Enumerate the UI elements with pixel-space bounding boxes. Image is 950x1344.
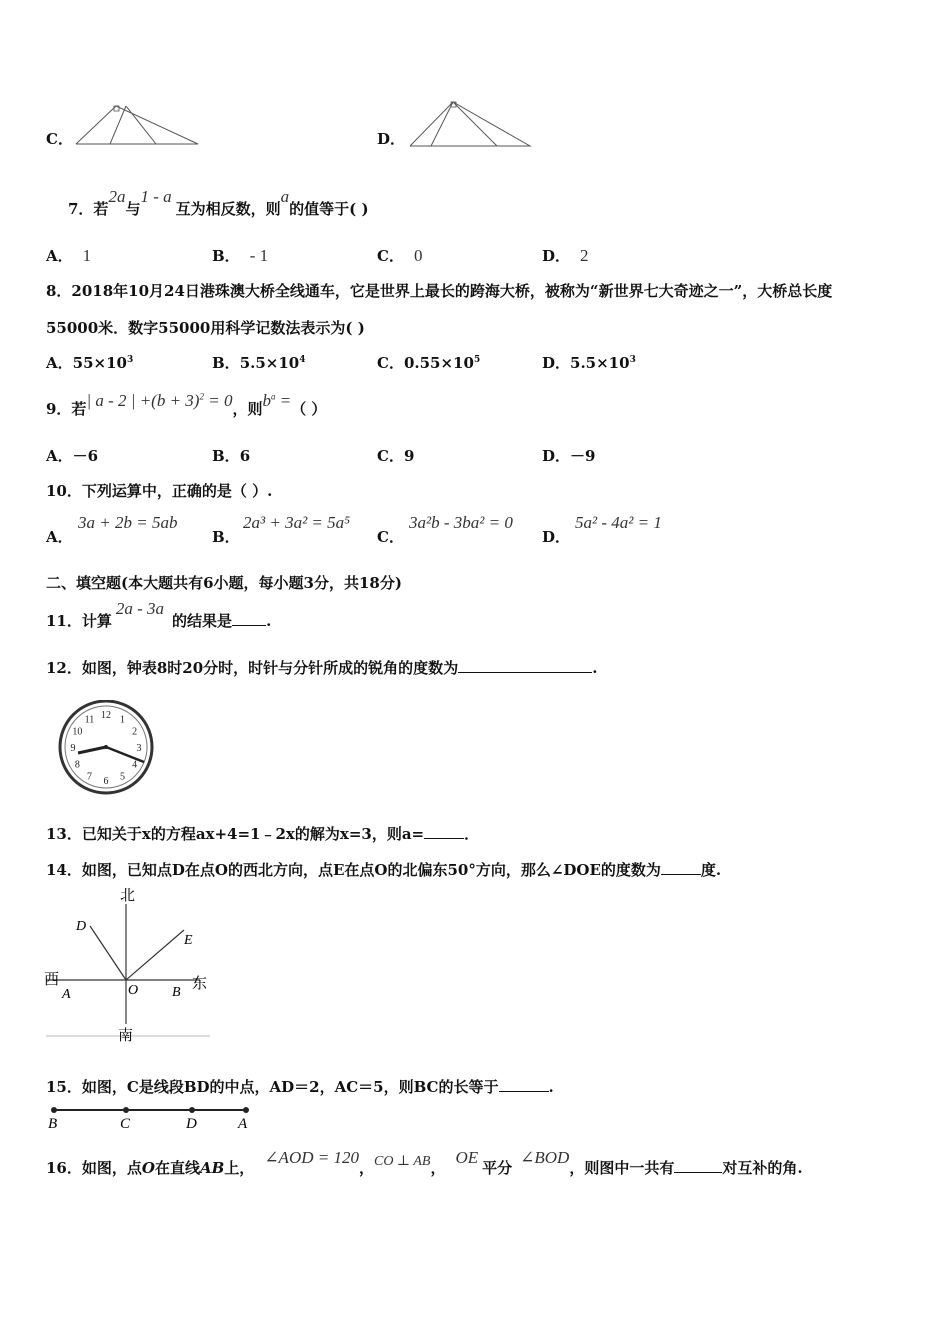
q14-answer-blank[interactable] [661, 860, 701, 875]
q8-option-b: B．$5.5\times 10^4$ [212, 354, 306, 372]
point-e-label: E [184, 933, 193, 948]
clock-figure [52, 700, 164, 796]
question-14: 14．如图，已知点D在点O的西北方向，点E在点O的北偏东50°方向，那么∠DOE的度数为 度. [46, 861, 722, 879]
q7-option-d: D． 2 [542, 246, 589, 265]
q9-option-d: D．－9 [542, 447, 596, 465]
q9-condition: | a - 2 | $+(b + 3)^2 = 0$ [86, 391, 233, 410]
east-label: 东 [192, 976, 208, 992]
question-9: 9．若| a - 2 | $+(b + 3)^2 = 0$，则$b^a$ =（ ） [46, 391, 327, 418]
q15-answer-blank[interactable] [499, 1077, 549, 1092]
question-8-line-1: 8．2018年10月24日港珠澳大桥全线通车，它是世界上最长的跨海大桥，被称为“新世界七大奇迹之一”，大桥总长度 [46, 282, 833, 300]
clock-number-1: 1 [120, 714, 125, 726]
point-b-label: B [172, 985, 181, 1000]
question-7: 7．若2a与1 - a互为相反数，则a的值等于( ) [68, 187, 369, 218]
q10-option-c-label: C． [377, 528, 404, 546]
q9-target: $b^a$ = [262, 391, 292, 410]
q9-option-c: C．9 [377, 447, 415, 465]
clock-number-12: 12 [101, 710, 111, 721]
q8-option-a: A．$55\times 10^3$ [46, 354, 134, 372]
q7-option-c: C． 0 [377, 246, 423, 265]
q13-answer-blank[interactable] [424, 824, 464, 839]
q7-option-a: A． 1 [46, 246, 92, 265]
clock-number-11: 11 [84, 714, 95, 726]
q9-option-a: A．－6 [46, 447, 99, 465]
q9-option-b: B．6 [212, 447, 251, 465]
q10-option-d-label: D． [542, 528, 571, 546]
q6-option-d-figure [405, 96, 535, 150]
question-15: 15．如图，C是线段BD的中点，AD＝2，AC＝5，则BC的长等于 . [46, 1078, 554, 1096]
clock-number-5: 5 [120, 771, 125, 783]
clock-number-2: 2 [132, 726, 138, 738]
clock-number-3: 3 [136, 743, 142, 754]
clock-hour-hand [78, 747, 106, 753]
question-8-line-2: 55000米．数字55000用科学记数法表示为( ) [46, 319, 365, 337]
q10-option-a-expr: 3a + 2b = 5ab [78, 513, 178, 532]
q11-answer-blank[interactable] [232, 611, 266, 626]
q8-option-d: D．$5.5\times 10^3$ [542, 354, 636, 372]
q6-option-c-figure [70, 100, 202, 150]
ray-oe [126, 930, 184, 980]
q7-option-b: B． - 1 [212, 246, 269, 265]
q10-option-c-expr: 3a²b - 3ba² = 0 [409, 513, 513, 532]
clock-number-4: 4 [132, 759, 138, 771]
ray-od [90, 926, 126, 980]
question-10: 10．下列运算中，正确的是（ ）. [46, 482, 273, 500]
q10-option-b-label: B． [212, 528, 240, 546]
clock-number-10: 10 [72, 726, 83, 738]
question-16: 16．如图，点O在直线AB上，∠AOD = 120，CO ⊥ AB，OE平分∠BOD，则图中一共有 对互补的角. [46, 1148, 803, 1177]
point-a [243, 1107, 249, 1113]
point-a-label: A [238, 1116, 248, 1132]
q6-option-d-label: D． [377, 130, 406, 148]
q8-option-c: C．$0.55\times 10^5$ [377, 354, 481, 372]
point-d [189, 1107, 195, 1113]
compass-figure [42, 884, 214, 1042]
south-label: 南 [118, 1028, 134, 1042]
q12-answer-blank[interactable] [458, 658, 592, 673]
point-b [51, 1107, 57, 1113]
q10-option-b-expr: 2a³ + 3a² = 5a⁵ [243, 513, 351, 532]
point-d-label: D [186, 1116, 197, 1132]
segment-figure [44, 1102, 256, 1132]
question-11: 11．计算2a - 3a的结果是 . [46, 599, 272, 630]
question-13: 13．已知关于x的方程ax+4=1﹣2x的解为x=3，则a= ． [46, 825, 480, 843]
clock-number-8: 8 [74, 759, 80, 771]
q10-option-a-label: A． [46, 528, 73, 546]
point-b-label: B [48, 1116, 58, 1132]
clock-number-9: 9 [70, 743, 76, 754]
point-o-label: O [128, 983, 139, 998]
point-c [123, 1107, 129, 1113]
question-12: 12．如图，钟表8时20分时，时针与分针所成的锐角的度数为 . [46, 659, 598, 677]
clock-number-6: 6 [103, 776, 109, 787]
west-label: 西 [44, 972, 60, 988]
point-c-label: C [120, 1116, 131, 1132]
q6-option-c-label: C． [46, 130, 73, 148]
point-a-label: A [62, 987, 71, 1002]
q10-option-d-expr: 5a² - 4a² = 1 [575, 513, 662, 532]
q16-answer-blank[interactable] [674, 1158, 722, 1173]
point-d-label: D [76, 919, 87, 934]
north-label: 北 [120, 888, 136, 904]
section-2-title: 二、填空题(本大题共有6小题，每小题3分，共18分) [46, 574, 402, 592]
clock-number-7: 7 [87, 771, 92, 783]
